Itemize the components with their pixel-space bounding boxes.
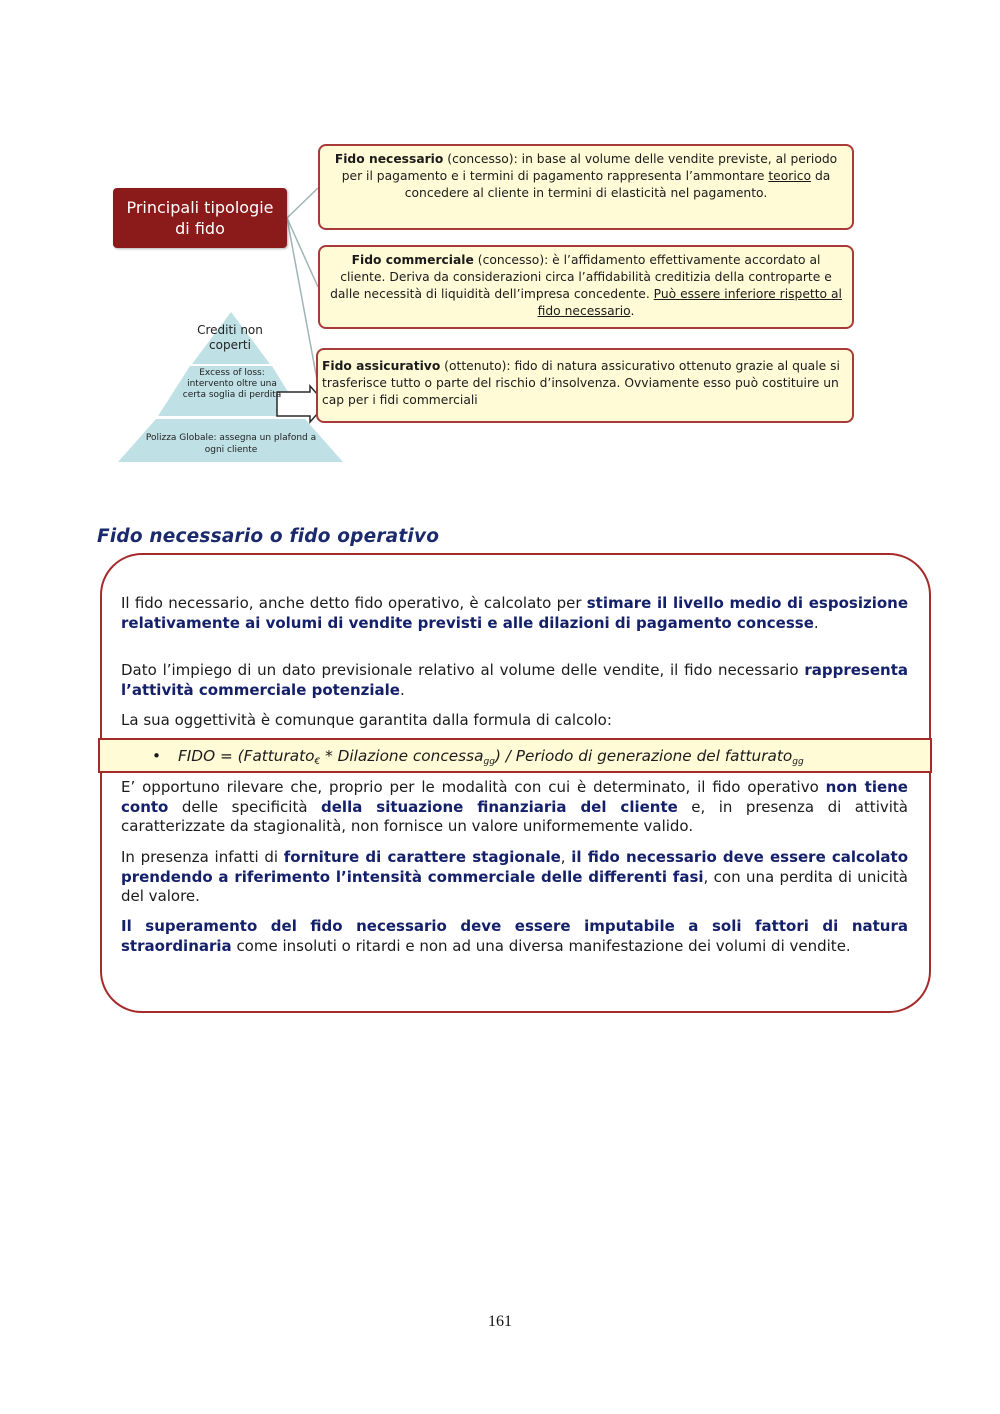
pyramid-middle-label: Excess of loss: intervento oltre una certa soglia di perdita	[182, 368, 282, 400]
p5-text-c: ,	[560, 848, 572, 866]
p4-text-d: della situazione finanziaria del cliente	[321, 797, 678, 816]
formula-part-3: ) / Periodo di generazione del fatturato	[494, 747, 793, 765]
p4-text-c: delle specificità	[168, 797, 322, 816]
connector-line	[287, 188, 318, 218]
fido-commerciale-text-a: (concesso): è l’affidamento effettivamente accordato al cliente. Deriva da considerazioni circa l’affidabilità creditizia della controparte e dalle necessità di liquidità dell’impresa concedente.	[330, 253, 832, 301]
section-title: Fido necessario o fido operativo	[97, 526, 440, 547]
formula-part-1: FIDO = (Fatturato	[178, 747, 315, 765]
root-label: Principali tipologie di fido	[126, 198, 274, 238]
p2-text-c: .	[399, 680, 405, 699]
p6-text-b: come insoluti o ritardi e non ad una diversa manifestazione dei volumi di vendite.	[231, 936, 851, 955]
connector-line	[287, 218, 318, 385]
formula-sub-3: gg	[792, 757, 804, 767]
p5-text-b: forniture di carattere stagionale	[283, 848, 561, 866]
paragraph-6	[121, 917, 908, 956]
formula	[150, 747, 804, 767]
formula-sub-2: gg	[483, 757, 495, 767]
p5-text-e: , con una perdita di unicità del valore.	[121, 867, 908, 905]
fido-assicurativo-title: Fido assicurativo	[322, 359, 441, 373]
connector-line	[287, 218, 318, 287]
fido-necessario-text-a: (concesso): in base al volume delle vendite previste, al periodo per il pagamento e i termini di pagamento rappresenta l’ammontare	[341, 152, 838, 183]
fido-commerciale-underlined: Può essere inferiore rispetto al fido necessario	[537, 287, 842, 318]
p1-text-a: Il fido necessario, anche detto fido operativo, è calcolato per	[121, 594, 587, 612]
formula-box	[98, 738, 932, 773]
fido-commerciale-box	[318, 245, 854, 329]
fido-necessario-title: Fido necessario	[334, 152, 444, 166]
p1-text-c: .	[813, 613, 819, 632]
paragraph-5	[121, 848, 908, 907]
p4-text-e: e, in presenza di attività caratterizzate da stagionalità, non fornisce un valore uniformemente valido.	[121, 797, 908, 835]
paragraph-1	[121, 594, 908, 633]
fido-commerciale-title: Fido commerciale	[351, 253, 474, 267]
fido-necessario-underlined: teorico	[768, 169, 812, 183]
p2-text-a: Dato l’impiego di un dato previsionale relativo al volume delle vendite, il fido necessario	[121, 661, 805, 679]
p4-text-b: non tiene conto	[121, 778, 908, 816]
fido-commerciale-text-b: .	[630, 304, 635, 318]
fido-necessario-box	[318, 144, 854, 230]
p4-text-a: E’ opportuno rilevare che, proprio per le modalità con cui è determinato, il fido operativo	[121, 778, 826, 796]
paragraph-3: La sua oggettività è comunque garantita dalla formula di calcolo:	[121, 711, 612, 729]
fido-assicurativo-box	[316, 348, 854, 423]
formula-part-2: * Dilazione concessa	[320, 747, 484, 765]
root-node	[113, 188, 287, 248]
pyramid-bottom-label: Polizza Globale: assegna un plafond a ogni cliente	[145, 433, 317, 455]
bullet-icon: •	[152, 747, 162, 765]
fido-assicurativo-text: (ottenuto): fido di natura assicurativo ottenuto grazie al quale si trasferisce tutto o parte del rischio d’insolvenza. Ovviamente esso può costituire un cap per i fidi commerciali	[322, 359, 840, 407]
paragraph-4	[121, 778, 908, 837]
p5-text-d: il fido necessario deve essere calcolato prendendo a riferimento l’intensità commerciale delle differenti fasi	[121, 848, 908, 886]
formula-sub-1: €	[314, 757, 321, 767]
paragraph-2	[121, 661, 908, 700]
p5-text-a: In presenza infatti di	[121, 848, 284, 866]
p1-text-b: stimare il livello medio di esposizione relativamente ai volumi di vendite previsti e alle dilazioni di pagamento concesse	[121, 594, 908, 632]
page-number: 161	[488, 1313, 512, 1330]
p6-text-a: Il superamento del fido necessario deve essere imputabile a soli fattori di natura straordinaria	[121, 917, 908, 955]
fido-necessario-text-b: da concedere al cliente in termini di elasticità nel pagamento.	[404, 169, 831, 200]
pyramid-top-label: Crediti non coperti	[197, 323, 263, 352]
p2-text-b: rappresenta l’attività commerciale potenziale	[121, 661, 908, 699]
